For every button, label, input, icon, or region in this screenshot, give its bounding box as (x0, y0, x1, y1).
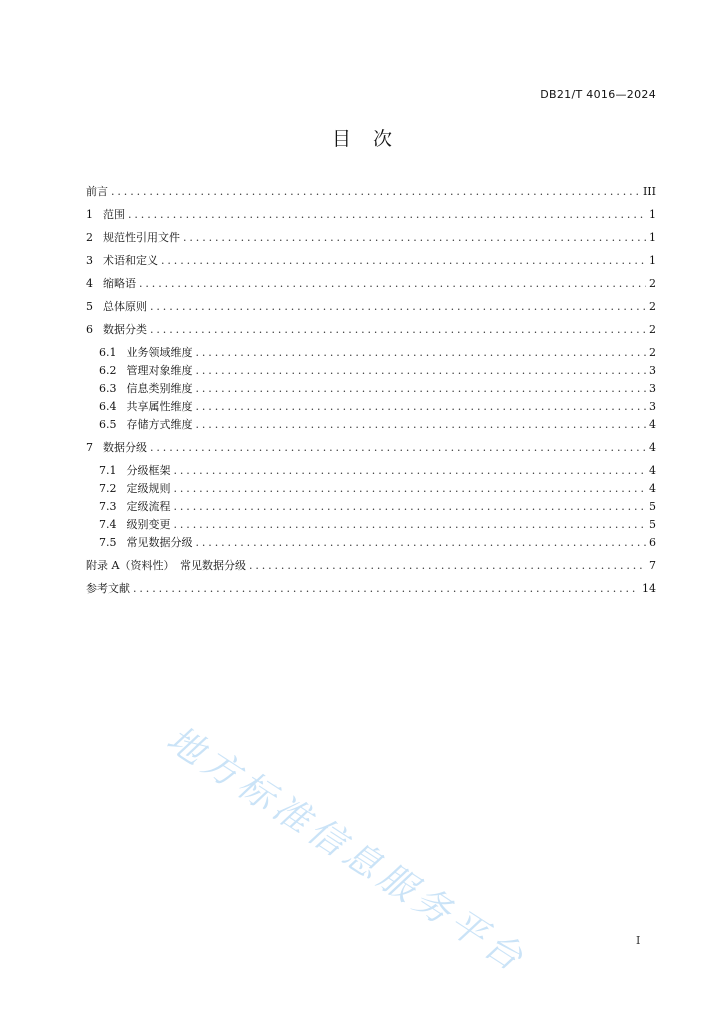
toc-entry-label: 数据分级 (103, 441, 147, 454)
toc-entry-number: 7.3 (99, 500, 117, 513)
dot-leader (128, 206, 646, 224)
toc-entry-bibliography[interactable] (86, 580, 656, 598)
toc-entry-page: 4 (649, 482, 656, 495)
toc-entry-page: 1 (649, 208, 656, 221)
toc-entry-page: 4 (649, 418, 656, 431)
dot-leader (196, 534, 647, 552)
standard-code: DB21/T 4016—2024 (540, 88, 656, 101)
toc-entry-label: 级别变更 (126, 518, 171, 531)
toc-entry-page: 5 (649, 500, 656, 513)
toc-entry-abbreviations[interactable] (86, 275, 656, 293)
toc-entry-label: 信息类别维度 (126, 382, 193, 395)
toc-entry-page: 7 (649, 559, 656, 572)
toc-entry-6-1[interactable] (86, 344, 656, 362)
dot-leader (196, 344, 647, 362)
dot-leader (174, 498, 647, 516)
dot-leader (174, 516, 647, 534)
toc-entry-number: 6.3 (99, 382, 117, 395)
toc-entry-label: 规范性引用文件 (103, 231, 180, 244)
toc-entry-page: 5 (649, 518, 656, 531)
watermark: 地方标准信息服务平台 (159, 718, 534, 982)
toc-entry-label: 常见数据分级 (126, 536, 193, 549)
toc-entry-label: 存储方式维度 (126, 418, 193, 431)
toc-entry-label: 数据分类 (103, 323, 147, 336)
toc-entry-label: 业务领域维度 (126, 346, 193, 359)
toc-entry-6-3[interactable] (86, 380, 656, 398)
toc-entry-7-3[interactable] (86, 498, 656, 516)
dot-leader (150, 439, 646, 457)
toc-entry-label: 定级规则 (126, 482, 171, 495)
toc-entry-label: 定级流程 (126, 500, 171, 513)
toc-entry-number: 6.1 (99, 346, 117, 359)
dot-leader (161, 252, 646, 270)
toc-entry-page: 2 (649, 277, 656, 290)
toc-entry-page: III (642, 185, 656, 198)
toc-entry-number: 7 (86, 441, 93, 454)
toc-entry-page: 3 (649, 382, 656, 395)
toc-entry-number: 5 (86, 300, 93, 313)
toc-entry-7-5[interactable] (86, 534, 656, 552)
toc-entry-number: 6 (86, 323, 93, 336)
toc-entry-number: 2 (86, 231, 93, 244)
toc-entry-page: 2 (649, 346, 656, 359)
page-number: I (636, 934, 641, 947)
toc-entry-terms-definitions[interactable] (86, 252, 656, 270)
toc-entry-data-classification[interactable] (86, 321, 656, 339)
toc-entry-page: 4 (649, 464, 656, 477)
toc-entry-7-2[interactable] (86, 480, 656, 498)
toc-entry-number: 7.5 (99, 536, 117, 549)
page-title: 目次 (331, 128, 414, 150)
toc-entry-number: 1 (86, 208, 93, 221)
toc-entry-label: 范围 (103, 208, 125, 221)
toc-entry-page: 4 (649, 441, 656, 454)
dot-leader (196, 362, 647, 380)
dot-leader (196, 416, 647, 434)
toc-entry-label: 附录 A（资料性） 常见数据分级 (86, 559, 246, 572)
toc-entry-data-grading[interactable] (86, 439, 656, 457)
dot-leader (111, 183, 640, 201)
toc-entry-label: 术语和定义 (103, 254, 158, 267)
toc-entry-number: 7.4 (99, 518, 117, 531)
dot-leader (249, 557, 646, 575)
toc-entry-7-4[interactable] (86, 516, 656, 534)
toc-entry-page: 6 (649, 536, 656, 549)
dot-leader (196, 398, 647, 416)
toc-entry-number: 6.4 (99, 400, 117, 413)
toc-entry-label: 前言 (86, 185, 108, 198)
toc-entry-foreword[interactable] (86, 183, 656, 201)
toc-entry-label: 分级框架 (126, 464, 171, 477)
toc-entry-number: 6.2 (99, 364, 117, 377)
toc-entry-appendix-a[interactable] (86, 557, 656, 575)
toc-entry-page: 2 (649, 323, 656, 336)
toc-entry-page: 14 (642, 582, 656, 595)
toc-entry-page: 1 (649, 231, 656, 244)
toc-entry-number: 3 (86, 254, 93, 267)
toc-entry-number: 6.5 (99, 418, 117, 431)
toc-entry-page: 3 (649, 364, 656, 377)
toc-entry-7-1[interactable] (86, 462, 656, 480)
toc-entry-label: 管理对象维度 (126, 364, 193, 377)
toc-entry-page: 2 (649, 300, 656, 313)
dot-leader (139, 275, 646, 293)
dot-leader (196, 380, 647, 398)
dot-leader (183, 229, 646, 247)
toc-entry-normative-references[interactable] (86, 229, 656, 247)
toc-entry-page: 3 (649, 400, 656, 413)
toc-entry-general-principles[interactable] (86, 298, 656, 316)
table-of-contents (86, 178, 656, 598)
toc-entry-number: 7.2 (99, 482, 117, 495)
dot-leader (174, 480, 647, 498)
toc-entry-label: 参考文献 (86, 582, 130, 595)
dot-leader (150, 298, 646, 316)
toc-entry-scope[interactable] (86, 206, 656, 224)
dot-leader (174, 462, 647, 480)
toc-entry-6-2[interactable] (86, 362, 656, 380)
toc-entry-label: 缩略语 (103, 277, 136, 290)
dot-leader (133, 580, 639, 598)
toc-entry-6-4[interactable] (86, 398, 656, 416)
toc-entry-number: 4 (86, 277, 93, 290)
toc-entry-label: 总体原则 (103, 300, 147, 313)
toc-entry-label: 共享属性维度 (126, 400, 193, 413)
toc-entry-6-5[interactable] (86, 416, 656, 434)
toc-entry-number: 7.1 (99, 464, 117, 477)
toc-entry-page: 1 (649, 254, 656, 267)
dot-leader (150, 321, 646, 339)
